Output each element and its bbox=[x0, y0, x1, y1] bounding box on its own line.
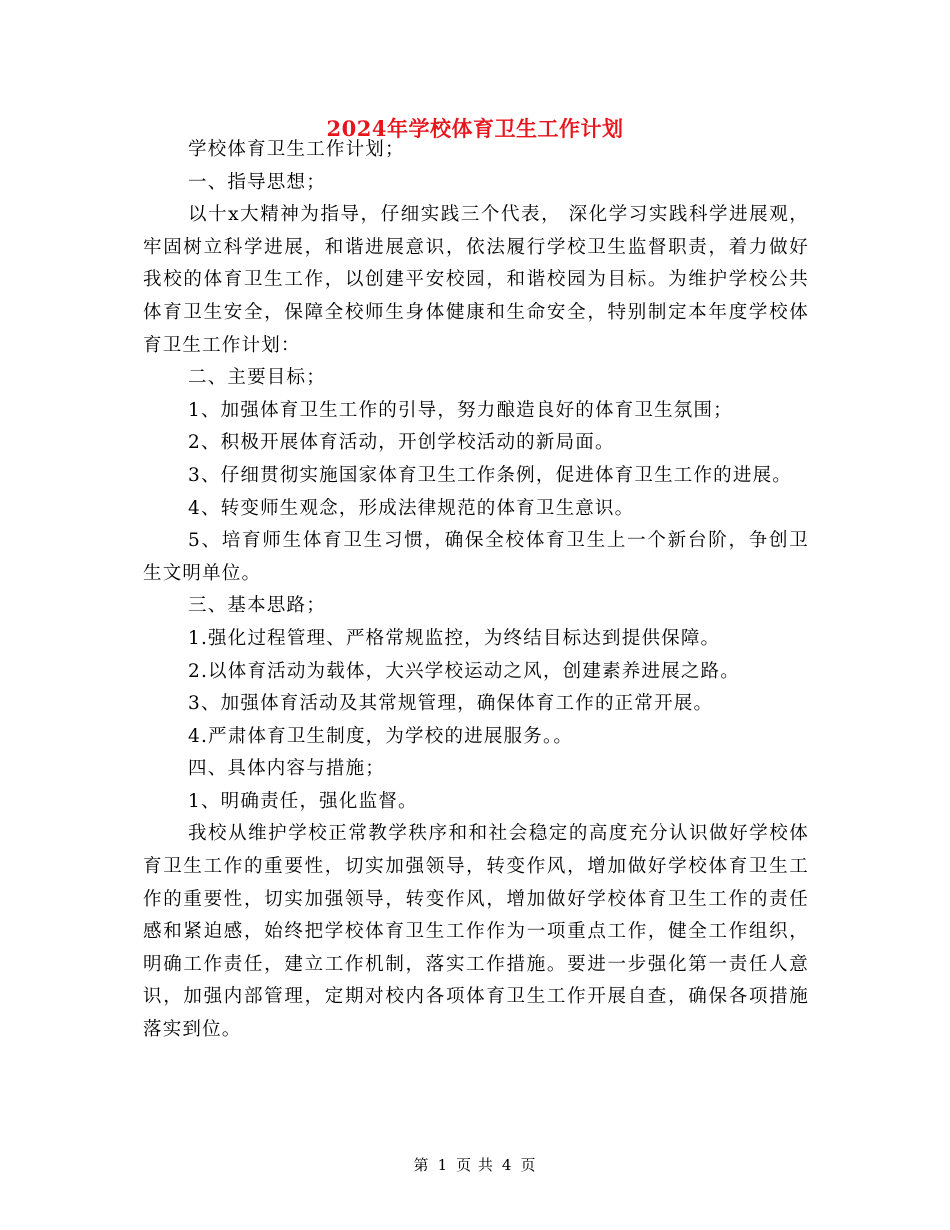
paragraph-guiding-ideology: 以十x大精神为指导，仔细实践三个代表， 深化学习实践科学进展观，牢固树立科学进展，和谐进展意识，依法履行学校卫生监督职责，着力做好我校的体育卫生工作，以创建平安校园，和谐校园为目标。为维护学校公共体育卫生安全，保障全校师生身体健康和生命安全，特别制定本年度学校体育卫生工作计划： bbox=[143, 204, 809, 356]
approach-item: 3、加强体育活动及其常规管理，确保体育工作的正常开展。 bbox=[188, 693, 714, 715]
footer-suffix: 页 bbox=[520, 1156, 537, 1174]
footer-total-pages: 4 bbox=[501, 1156, 513, 1174]
heading-guiding-ideology: 一、指导思想； bbox=[188, 171, 326, 193]
heading-main-goals: 二、主要目标； bbox=[188, 367, 326, 389]
goal-item: 4、转变师生观念，形成法律规范的体育卫生意识。 bbox=[188, 497, 635, 519]
paragraph-measure-detail: 我校从维护学校正常教学秩序和和社会稳定的高度充分认识做好学校体育卫生工作的重要性，切实加强领导，转变作风，增加做好学校体育卫生工作的重要性，切实加强领导，转变作风，增加做好学校体育卫生工作的责任感和紧迫感，始终把学校体育卫生工作作为一项重点工作，健全工作组织，明确工作责任，建立工作机制，落实工作措施。要进一步强化第一责任人意识，加强内部管理，定期对校内各项体育卫生工作开展自查，确保各项措施落实到位。 bbox=[143, 823, 809, 1041]
page-footer bbox=[0, 1154, 950, 1175]
footer-mid: 页 共 bbox=[456, 1156, 494, 1174]
goal-item: 5、培育师生体育卫生习惯，确保全校体育卫生上一个新台阶，争创卫生文明单位。 bbox=[143, 530, 809, 584]
goal-item: 2、积极开展体育活动，开创学校活动的新局面。 bbox=[188, 432, 615, 454]
measure-subheading: 1、明确责任，强化监督。 bbox=[188, 790, 418, 812]
footer-page-number: 1 bbox=[437, 1156, 449, 1174]
goal-item: 1、加强体育卫生工作的引导，努力酿造良好的体育卫生氛围； bbox=[188, 399, 733, 421]
approach-item: 4.严肃体育卫生制度，为学校的进展服务。。 bbox=[188, 725, 574, 747]
document-title: 2024年学校体育卫生工作计划 bbox=[326, 116, 624, 141]
heading-specific-measures: 四、具体内容与措施； bbox=[188, 758, 386, 780]
goal-item: 3、仔细贯彻实施国家体育卫生工作条例，促进体育卫生工作的进展。 bbox=[188, 464, 792, 486]
approach-item: 2.以体育活动为载体，大兴学校运动之风，创建素养进展之路。 bbox=[188, 660, 740, 682]
heading-basic-approach: 三、基本思路； bbox=[188, 595, 326, 617]
paragraph-intro: 学校体育卫生工作计划； bbox=[188, 139, 405, 160]
footer-prefix: 第 bbox=[413, 1156, 430, 1174]
approach-item: 1.强化过程管理、严格常规监控，为终结目标达到提供保障。 bbox=[188, 627, 721, 649]
document-body bbox=[143, 134, 809, 1047]
